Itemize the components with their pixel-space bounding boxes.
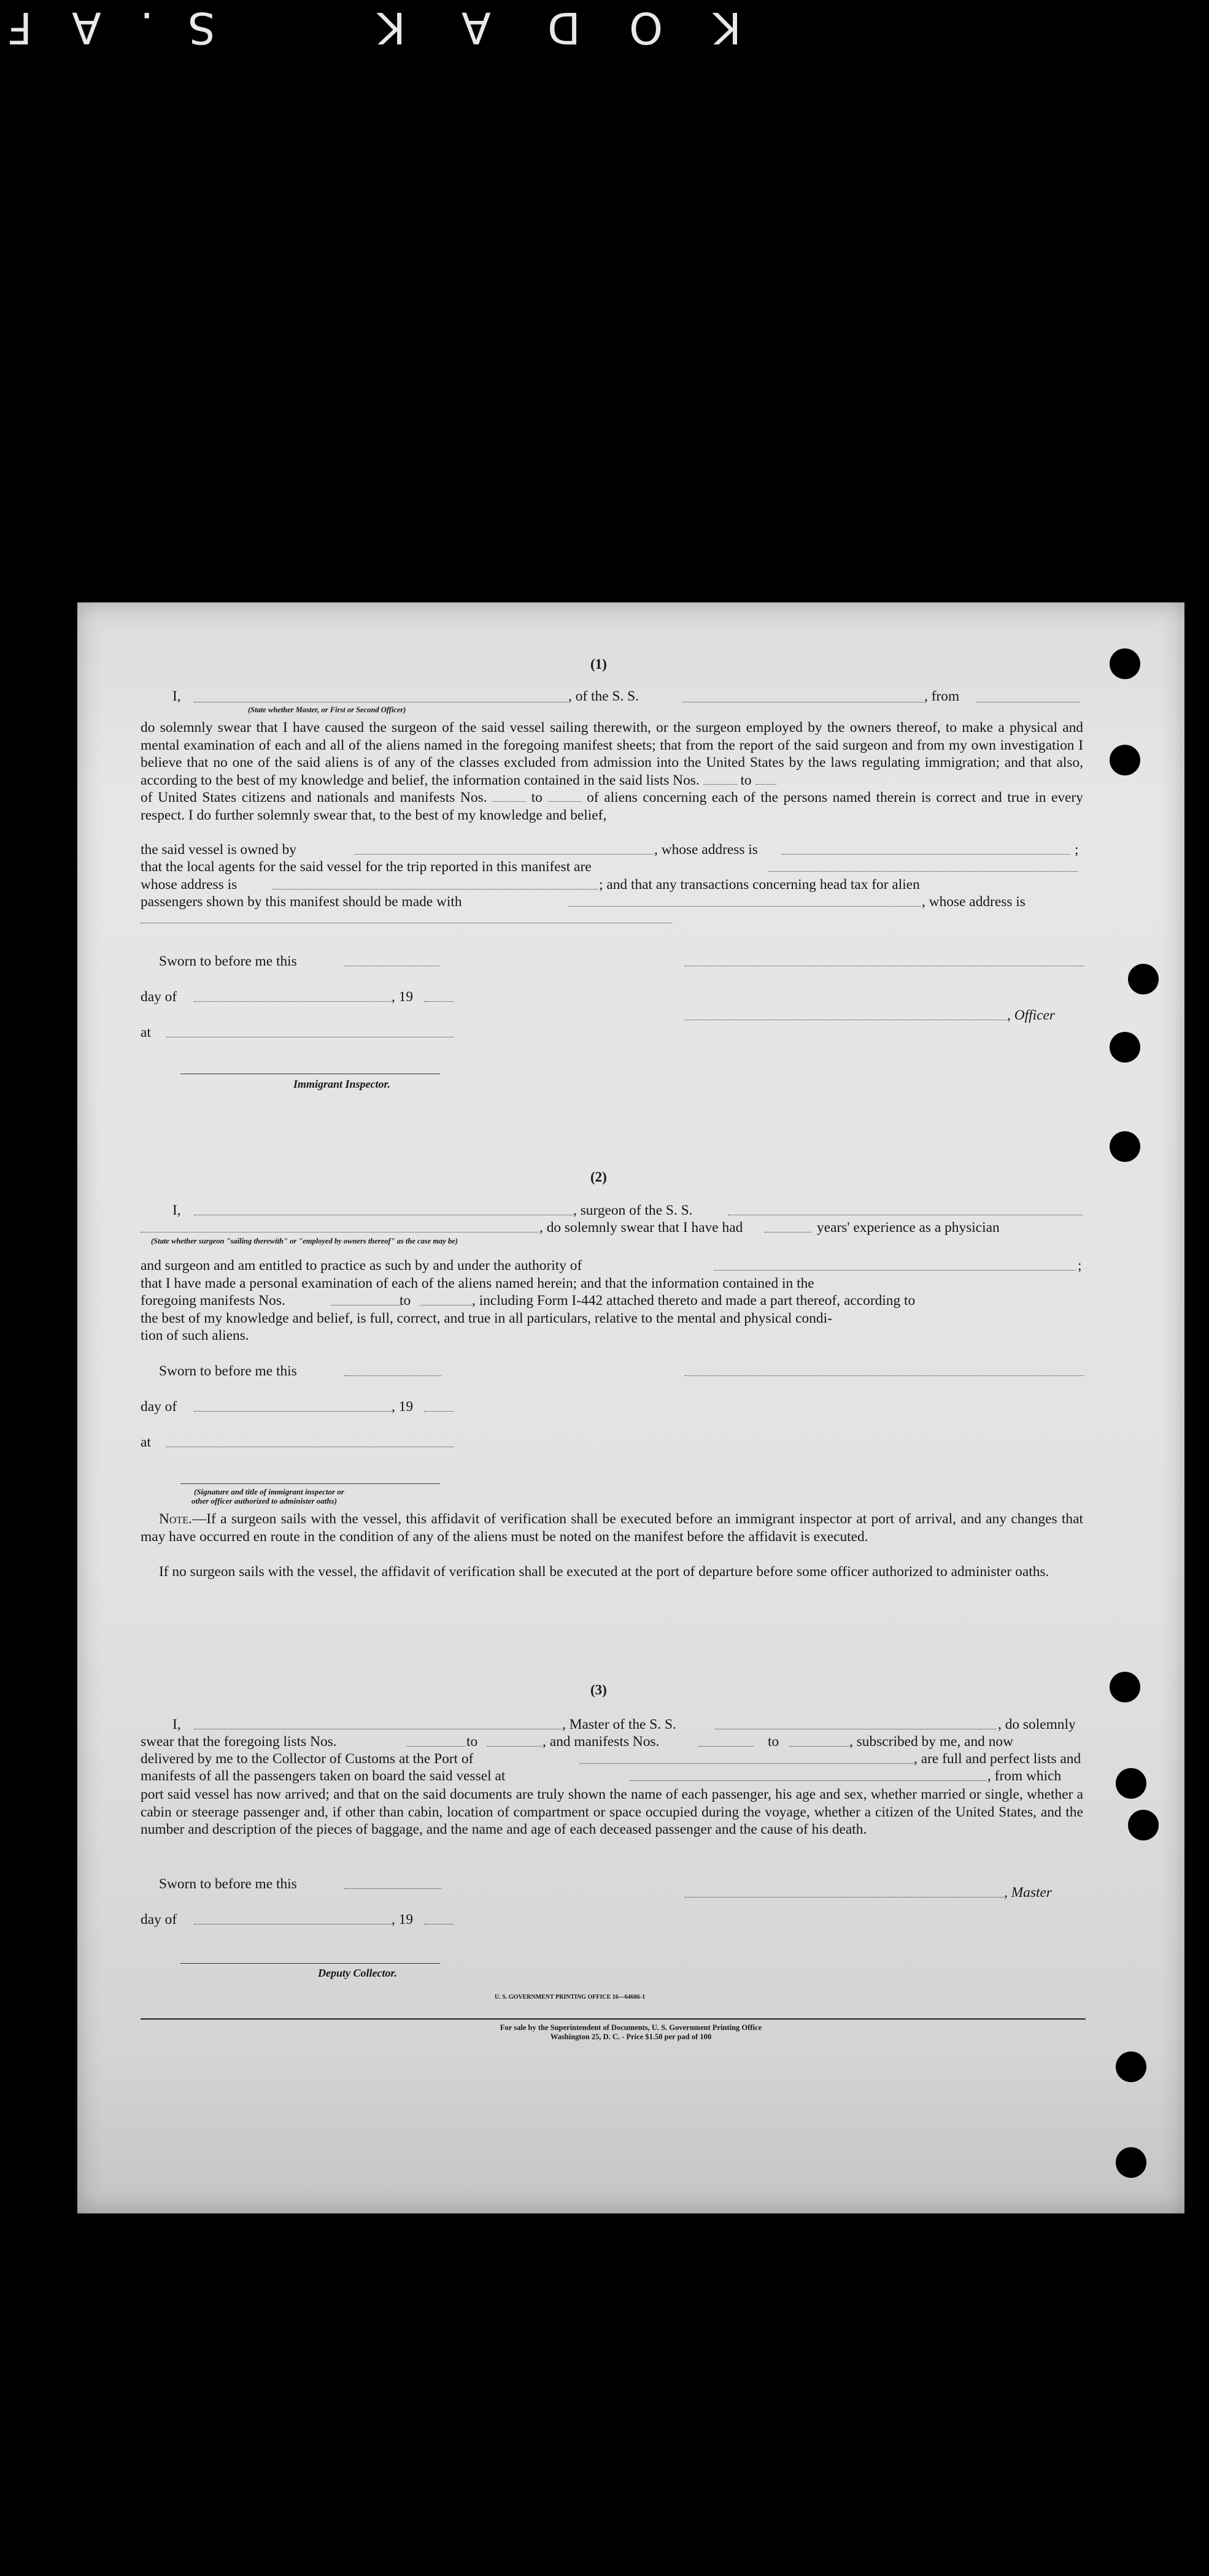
s1-passengers-label: passengers shown by this manifest should be made with: [141, 894, 462, 910]
s2-year-label: , 19: [392, 1399, 414, 1415]
film-mark: D: [547, 2, 581, 53]
s1-local-agents-label: that the local agents for the said vessel for the trip reported in this manifest are: [141, 859, 592, 875]
s3-lists-to: to: [466, 1734, 478, 1750]
film-mark: O: [629, 2, 663, 53]
s1-inspector-caption: Immigrant Inspector.: [293, 1078, 391, 1090]
s1-owned-by-label: the said vessel is owned by: [141, 842, 297, 858]
punch-hole: [1116, 1768, 1146, 1799]
punch-hole: [1110, 745, 1140, 775]
for-sale-line: For sale by the Superintendent of Documents, U. S. Government Printing Office: [500, 2023, 762, 2032]
s3-paragraph: port said vessel has now arrived; and that on the said documents are truly shown the name of each passenger, his age and sex, whether married or single, whether a cabin or steerage passenger and, if other than cabin, location of compartment or space occupied during the voyage, whether a citizen of the United States, and the number and description of the pieces of baggage, and the name and age of each deceased passenger and the cause of his death.: [141, 1786, 1083, 1837]
s1-from-label: , from: [924, 688, 960, 704]
s1-agents-blank: [768, 871, 1078, 872]
s3-manifests-to-blank: [789, 1746, 849, 1747]
punch-hole: [1116, 2051, 1146, 2082]
s1-paragraph-a: do solemnly swear that I have caused the surgeon of the said vessel sailing therewith, or the surgeon employed by the owners thereof, to make a physical and mental examination of each and all of the aliens named in the foregoing manifest sheets; that from the report of the said surgeon and from my own investigation I believe that no one of the said aliens is of any of the classes excluded from admission into the United States by the laws regulating immigration; and that also, according to the best of my knowledge and belief, the information contained in the said lists Nos. to: [141, 720, 1083, 788]
s2-swear-label: , do solemnly swear that I have had: [539, 1220, 743, 1236]
s3-taken-at-blank: [630, 1780, 987, 1781]
s3-full-text: , are full and perfect lists and: [914, 1751, 1081, 1767]
s1-owner-address-label: , whose address is: [654, 842, 758, 858]
film-mark: A: [72, 2, 101, 53]
punch-hole: [1110, 1032, 1140, 1063]
s3-master-label: , Master of the S. S.: [562, 1717, 676, 1732]
film-mark: F: [7, 2, 33, 53]
s2-sworn-blank: [344, 1375, 441, 1376]
s1-head-tax-text: ; and that any transactions concerning head tax for alien: [599, 877, 920, 893]
s2-at-label: at: [141, 1434, 151, 1450]
s2-years-label: years' experience as a physician: [817, 1220, 1000, 1236]
s1-officer-caption: (State whether Master, or First or Second Officer): [248, 706, 406, 714]
s3-manifests-label: , and manifests Nos.: [543, 1734, 660, 1750]
punch-hole: [1110, 1672, 1140, 1702]
s1-ship-label: , of the S. S.: [568, 688, 639, 704]
s2-form-text: , including Form I-442 attached thereto and made a part thereof, according to: [472, 1293, 916, 1309]
price-line: Washington 25, D. C. - Price $1.50 per pad of 100: [550, 2032, 712, 2041]
section-2-number: (2): [590, 1169, 607, 1185]
s3-taken-label: manifests of all the passengers taken on board the said vessel at: [141, 1768, 506, 1784]
s2-surgeon-label: , surgeon of the S. S.: [573, 1202, 693, 1218]
s2-sig-caption-2: other officer authorized to administer oaths): [191, 1496, 338, 1505]
s1-agents-address-label: whose address is: [141, 877, 238, 893]
s2-note-2: If no surgeon sails with the vessel, the affidavit of verification shall be executed at the port of departure before some officer authorized to administer oaths.: [159, 1564, 1049, 1580]
s2-signature-blank: [685, 1375, 1084, 1376]
footer-rule: [141, 2018, 1086, 2020]
s1-agents-address-blank: [272, 889, 598, 890]
film-mark: K: [377, 2, 406, 53]
film-mark: A: [462, 2, 491, 53]
s3-collector-caption: Deputy Collector.: [318, 1967, 397, 1979]
s3-lists-label: swear that the foregoing lists Nos.: [141, 1734, 337, 1750]
punch-hole: [1128, 964, 1159, 994]
s2-i-label: I,: [172, 1202, 181, 1218]
s2-sworn-label: Sworn to before me this: [159, 1363, 297, 1379]
punch-hole: [1110, 648, 1140, 679]
film-mark: K: [713, 2, 741, 53]
s3-collector-signature-line: [180, 1963, 440, 1964]
s1-i-label: I,: [172, 688, 181, 704]
s2-note: Note.—If a surgeon sails with the vessel, this affidavit of verification shall be executed before an immigrant inspector at port of arrival, and any changes that may have occurred en route in the condition of any of the aliens must be noted on the manifest before the affidavit is executed.: [141, 1511, 1083, 1545]
s2-signature-line: [180, 1483, 440, 1484]
s2-authority-label: and surgeon and am entitled to practice as such by and under the authority of: [141, 1258, 582, 1274]
s3-swear-label: , do solemnly: [998, 1717, 1076, 1732]
s2-day-blank: [194, 1411, 392, 1412]
s1-sworn-label: Sworn to before me this: [159, 953, 297, 969]
s2-manifests-to: to: [400, 1293, 411, 1309]
s1-year-label: , 19: [392, 989, 414, 1005]
film-edge-imprint: [0, 0, 1209, 67]
film-mark: S: [188, 2, 215, 53]
s2-day-of-label: day of: [141, 1399, 177, 1415]
s3-lists-to-blank: [487, 1746, 543, 1747]
s3-sworn-label: Sworn to before me this: [159, 1876, 297, 1892]
punch-hole: [1128, 1810, 1159, 1840]
s3-subscribed-text: , subscribed by me, and now: [849, 1734, 1013, 1750]
s3-delivered-label: delivered by me to the Collector of Customs at the Port of: [141, 1751, 474, 1767]
s2-authority-blank: [714, 1270, 1076, 1271]
s1-officer-label: , Officer: [1007, 1007, 1055, 1023]
s3-year-label: , 19: [392, 1912, 414, 1928]
film-mark: .: [140, 2, 154, 53]
punch-hole: [1110, 1131, 1140, 1162]
s2-best-text: the best of my knowledge and belief, is full, correct, and true in all particulars, relative to the mental and physical condi-: [141, 1310, 832, 1326]
s2-year-blank: [424, 1411, 454, 1412]
s2-exam-text: that I have made a personal examination of each of the aliens named herein; and that the information contained in the: [141, 1275, 814, 1291]
s3-lists-from-blank: [407, 1746, 465, 1747]
s2-tion-text: tion of such aliens.: [141, 1328, 249, 1344]
s3-sworn-blank: [344, 1888, 441, 1889]
s3-manifests-to: to: [768, 1734, 779, 1750]
s1-owner-address-blank: [782, 854, 1070, 855]
s3-port-blank: [579, 1763, 914, 1764]
s1-day-of-label: day of: [141, 989, 177, 1005]
section-1-number: (1): [590, 656, 607, 672]
s3-master-caption: , Master: [1004, 1885, 1052, 1901]
s1-passengers-address-label: , whose address is: [922, 894, 1026, 910]
s2-capacity-caption: (State whether surgeon "sailing therewith" or "employed by owners thereof" as the case may be): [151, 1237, 458, 1245]
s1-year-blank: [424, 1001, 454, 1002]
s2-manifests-label: foregoing manifests Nos.: [141, 1293, 285, 1309]
s3-day-of-label: day of: [141, 1912, 177, 1928]
s1-paragraph-b: of United States citizens and nationals and manifests Nos. to of aliens concerning each of the persons named therein is correct and true in every respect. I do further solemnly swear that, to the best of my knowledge and belief,: [141, 790, 1083, 823]
s1-day-blank: [194, 1001, 392, 1002]
document-sheet: (1) I, , of the S. S. , from (State whether Master, or First or Second Officer) do solemnly swear that I have caused the surgeon of the said vessel sailing therewith, or the surgeon employed by the owners thereof, to make a physical and mental examination of each and all of the aliens named in the foregoing manifest sheets; that from the report of the said surgeon and from my own investigation I believe that no one of the said aliens is of any of the classes excluded from admission into the United States by the laws regulating immigration; and that also, according to the best of my knowledge and belief, the information contained in the said lists Nos. to of United States citizens and nationals and manifests Nos. to of aliens concerning each of the persons named therein is correct and true in every respect. I do further solemnly swear that, to the best of my knowledge and belief, the said vessel is owned by , whose address is ; that the local agents for the said vessel for the trip reported in this manifest are whose address is ; and that any transactions concerning head tax for alien passengers shown by this manifest should be made with , whose address is Sworn to before me this day of , 19 , Officer at Immigrant Inspector. (2) I, , surgeon of the S. S. , do solemnly swear that I have had years' experience as a physician (State whether surgeon "sailing therewith" or "employed by owners thereof" as the case may be) and surgeon and am entitled to practice as such by and under the authority of ; that I have made a personal examination of each of the aliens named herein; and that the information contained in the foregoing manifests Nos. to , including Form I-442 attached thereto and made a part thereof, according to the best of my knowledge and belief, is full, correct, and true in all particulars, relative to the mental and physical condi- tion of such aliens. Sworn to before me this day of , 19 at (Signature and title of immigrant inspector or other officer authorized to administer oaths) Note.—If a surgeon sails with the vessel, this affidavit of verification shall be executed before an immigrant inspector at port of arrival, and any changes that may have occurred en route in the condition of any of the aliens must be noted on the manifest before the affidavit is executed. If no surgeon sails with the vessel, the affidavit of verification shall be executed at the port of departure before some officer authorized to administer oaths. (3) I, , Master of the S. S. , do solemnly swear that the foregoing lists Nos. to , and manifests Nos. to , subscribed by me, and now delivered by me to the Collector of Customs at the Port of , are full and perfect lists and manifests of all the passengers taken on board the said vessel at , from which port said vessel has now arrived; and that on the said documents are truly shown the name of each passenger, his age and sex, whether married or single, whether a cabin or steerage passenger and, if other than cabin, location of compartment or space occupied during the voyage, whether a citizen of the United States, and the number and description of the pieces of baggage, and the name and age of each deceased passenger and the cause of his death. Sworn to before me this , Master day of , 19 Deputy Collector. U. S. GOVERNMENT PRINTING OFFICE 16—64686-1 For sale by the Superintendent of Documents, U. S. Government Printing Office Washington 25, D. C. - Price $1.50 per pad of 100: [77, 602, 1184, 2213]
s2-sig-caption-1: (Signature and title of immigrant inspector or: [194, 1487, 344, 1496]
s1-owner-blank: [355, 854, 654, 855]
section-3-number: (3): [590, 1682, 607, 1697]
s3-from-which: , from which: [987, 1768, 1062, 1784]
s1-at-label: at: [141, 1025, 151, 1040]
printing-office-line: U. S. GOVERNMENT PRINTING OFFICE 16—64686-1: [495, 1994, 646, 2001]
s3-manifests-from-blank: [698, 1746, 754, 1747]
s1-passengers-blank: [568, 906, 921, 907]
punch-hole: [1116, 2147, 1146, 2178]
s3-i-label: I,: [172, 1717, 181, 1732]
